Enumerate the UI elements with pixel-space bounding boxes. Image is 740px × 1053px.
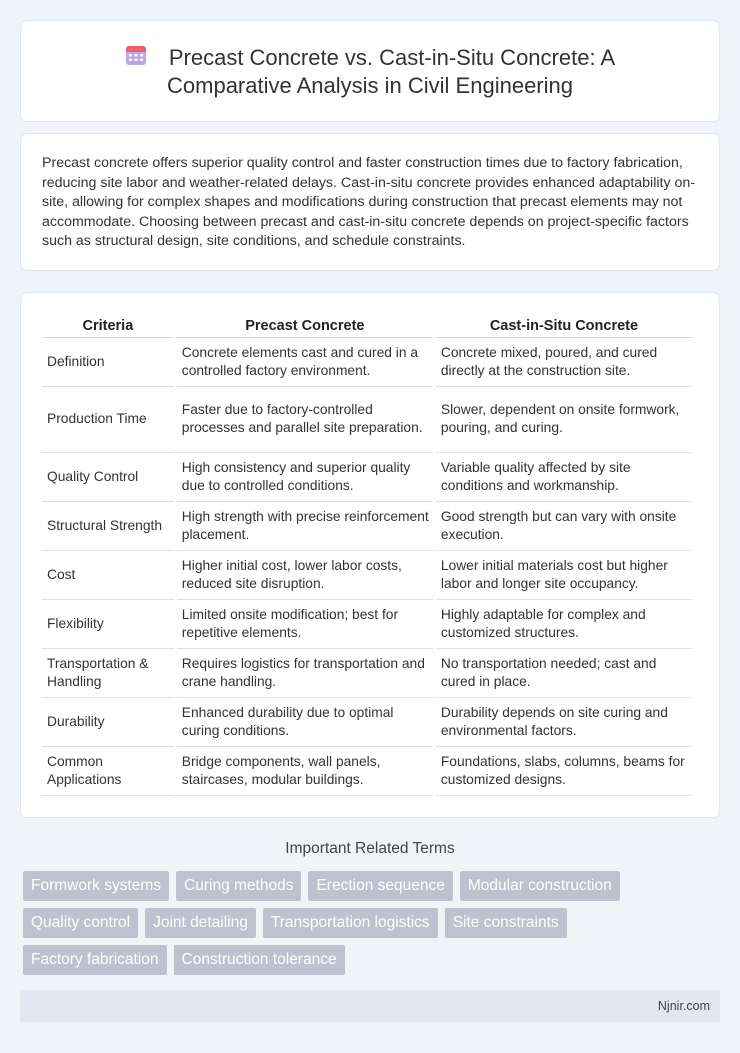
criteria-cell: Definition <box>42 338 174 387</box>
related-terms-title: Important Related Terms <box>285 840 455 857</box>
page-title <box>21 44 719 100</box>
table-row <box>42 600 692 649</box>
criteria-cell: Common Applications <box>42 747 174 796</box>
precast-cell: Bridge components, wall panels, staircases, modular buildings. <box>177 747 433 796</box>
criteria-cell: Production Time <box>42 387 174 453</box>
related-term-tag[interactable]: Modular construction <box>460 871 620 901</box>
title-line-1: Precast Concrete vs. Cast-in-Situ Concrete: A <box>168 45 616 70</box>
cast-in-situ-cell: Durability depends on site curing and environmental factors. <box>436 698 692 747</box>
header-criteria: Criteria <box>42 317 174 338</box>
related-term-tag[interactable]: Joint detailing <box>145 908 256 938</box>
calendar-icon <box>125 44 147 66</box>
related-terms-list <box>23 871 723 982</box>
precast-cell: Requires logistics for transportation and crane handling. <box>177 649 433 698</box>
intro-paragraph: Precast concrete offers superior quality control and faster construction times due to factory fabrication, reducing site labor and weather-related delays. Cast-in-situ concrete provides enhanced adaptability on-site, allowing for complex shapes and modifications during construction that precast elements may not accommodate. Choosing between precast and cast-in-situ concrete depends on project-specific factors such as structural design, site conditions, and schedule constraints. <box>42 155 695 250</box>
intro-card <box>20 133 720 271</box>
footer-brand[interactable]: Njnir.com <box>657 999 710 1013</box>
related-term-tag[interactable]: Construction tolerance <box>174 945 345 975</box>
header-precast: Precast Concrete <box>177 317 433 338</box>
title-card <box>20 20 720 122</box>
criteria-cell: Flexibility <box>42 600 174 649</box>
table-row <box>42 453 692 502</box>
cast-in-situ-cell: Concrete mixed, poured, and cured directly at the construction site. <box>436 338 692 387</box>
criteria-cell: Durability <box>42 698 174 747</box>
comparison-table <box>39 317 695 796</box>
header-cast-in-situ: Cast-in-Situ Concrete <box>436 317 692 338</box>
related-term-tag[interactable]: Formwork systems <box>23 871 169 901</box>
precast-cell: Faster due to factory-controlled processes and parallel site preparation. <box>177 387 433 453</box>
cast-in-situ-cell: No transportation needed; cast and cured in place. <box>436 649 692 698</box>
precast-cell: Limited onsite modification; best for repetitive elements. <box>177 600 433 649</box>
related-term-tag[interactable]: Erection sequence <box>308 871 452 901</box>
title-line-2: Comparative Analysis in Civil Engineering <box>167 73 573 98</box>
cast-in-situ-cell: Highly adaptable for complex and customized structures. <box>436 600 692 649</box>
table-row <box>42 551 692 600</box>
precast-cell: Higher initial cost, lower labor costs, reduced site disruption. <box>177 551 433 600</box>
table-row <box>42 649 692 698</box>
related-term-tag[interactable]: Curing methods <box>176 871 301 901</box>
precast-cell: Enhanced durability due to optimal curing conditions. <box>177 698 433 747</box>
criteria-cell: Quality Control <box>42 453 174 502</box>
related-term-tag[interactable]: Site constraints <box>445 908 567 938</box>
table-row <box>42 698 692 747</box>
table-row <box>42 747 692 796</box>
comparison-card <box>20 292 720 818</box>
table-row <box>42 338 692 387</box>
table-header-row <box>42 317 692 338</box>
cast-in-situ-cell: Good strength but can vary with onsite execution. <box>436 502 692 551</box>
footer <box>20 990 720 1022</box>
related-term-tag[interactable]: Transportation logistics <box>263 908 438 938</box>
related-term-tag[interactable]: Quality control <box>23 908 138 938</box>
criteria-cell: Structural Strength <box>42 502 174 551</box>
criteria-cell: Cost <box>42 551 174 600</box>
related-term-tag[interactable]: Factory fabrication <box>23 945 167 975</box>
precast-cell: Concrete elements cast and cured in a controlled factory environment. <box>177 338 433 387</box>
cast-in-situ-cell: Lower initial materials cost but higher labor and longer site occupancy. <box>436 551 692 600</box>
cast-in-situ-cell: Foundations, slabs, columns, beams for customized designs. <box>436 747 692 796</box>
table-row <box>42 502 692 551</box>
criteria-cell: Transportation & Handling <box>42 649 174 698</box>
table-row <box>42 387 692 453</box>
cast-in-situ-cell: Variable quality affected by site conditions and workmanship. <box>436 453 692 502</box>
precast-cell: High consistency and superior quality due to controlled conditions. <box>177 453 433 502</box>
precast-cell: High strength with precise reinforcement placement. <box>177 502 433 551</box>
cast-in-situ-cell: Slower, dependent on onsite formwork, pouring, and curing. <box>436 387 692 453</box>
